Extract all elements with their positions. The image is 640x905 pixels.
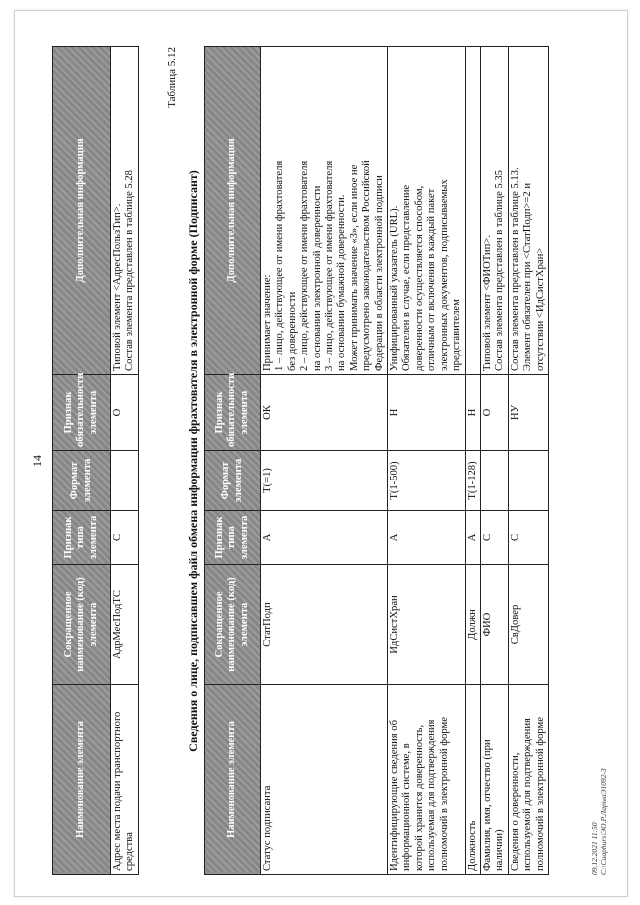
table-row — [111, 47, 139, 875]
cell-line: Адрес места подачи транспортного — [112, 711, 123, 871]
header-required: Признак обязательности элемента — [53, 375, 111, 451]
cell-line: 3 – лицо, действующее от имени фрахтователя — [324, 160, 336, 371]
cell-info — [111, 47, 139, 375]
header-name: Наименование элемента — [53, 685, 111, 875]
main-table — [204, 46, 549, 875]
cell-line: наличии) — [494, 829, 506, 871]
cell-type: А — [465, 511, 480, 565]
cell-info — [508, 47, 548, 375]
cell-line: используемая для подтверждения — [426, 719, 438, 871]
cell-line: отсутствии <ИдСистХран> — [534, 247, 546, 371]
cell-type: С — [508, 511, 548, 565]
cell-required: ОК — [261, 375, 388, 451]
print-stamp — [590, 768, 608, 875]
main-table-wrap — [204, 46, 549, 875]
cell-type: С — [111, 511, 139, 565]
table-row — [508, 47, 548, 875]
cell-line: Обязателен в случае, если представление — [401, 184, 413, 371]
table-title: Сведения о лице, подписавшем файл обмена информации фрахтователя в электронной форме (Подписант) — [186, 170, 200, 752]
stamp-line: 09.12.2021 11:50 — [590, 822, 599, 875]
stamp-line: С:\Сиарhurs\ЭО.Р.ЛарыаЭ1092-3 — [599, 768, 608, 875]
header-name: Наименование элемента — [205, 685, 261, 875]
top-table — [52, 46, 139, 875]
cell-required: О — [480, 375, 508, 451]
cell-line: на основании электронной доверенности — [311, 185, 323, 371]
cell-line: средства — [124, 832, 136, 871]
cell-code: СтатПодп — [261, 565, 388, 685]
cell-code: ФИО — [480, 565, 508, 685]
cell-line: Принимает значение: — [262, 274, 273, 371]
header-type: Признак типа элемента — [205, 511, 261, 565]
cell-type: А — [388, 511, 465, 565]
table-row — [388, 47, 465, 875]
cell-info — [465, 47, 480, 375]
table-caption: Таблица 5.12 — [166, 47, 178, 108]
cell-code: АдрМесПодТС — [111, 565, 139, 685]
header-code: Сокращенное наименование (код) элемента — [53, 565, 111, 685]
cell-line: доверенности осуществляется способом, — [413, 185, 425, 371]
cell-line: Состав элемента представлен в таблице 5.28 — [124, 170, 136, 371]
cell-name — [388, 685, 465, 875]
cell-format: T(1-128) — [465, 451, 480, 511]
header-code: Сокращенное наименование (код) элемента — [205, 565, 261, 685]
cell-code: ИдСистХран — [388, 565, 465, 685]
header-info: Дополнительная информация — [205, 47, 261, 375]
cell-line: Сведения о доверенности, — [509, 752, 521, 871]
cell-name — [508, 685, 548, 875]
cell-line: Федерации в области электронной подписи — [373, 175, 385, 371]
cell-format — [508, 451, 548, 511]
cell-line: предусмотрено законодательством Российской — [361, 160, 373, 371]
cell-line: Состав элемента представлен в таблице 5.13. — [509, 167, 521, 371]
cell-line: Типовой элемент <АдресПользТип>. — [112, 203, 123, 371]
cell-line: полномочий в электронной форме — [534, 717, 546, 871]
cell-required: Н — [388, 375, 465, 451]
cell-required: О — [111, 375, 139, 451]
cell-info — [480, 47, 508, 375]
cell-line: которой хранится доверенность, — [413, 724, 425, 871]
cell-name — [480, 685, 508, 875]
table-row — [465, 47, 480, 875]
cell-line: без доверенности — [286, 291, 298, 371]
cell-code: СвДовер — [508, 565, 548, 685]
cell-line: 1 – лицо, действующее от имени фрахтователя — [274, 160, 286, 371]
cell-name — [111, 685, 139, 875]
header-format: Формат элемента — [205, 451, 261, 511]
cell-required: НУ — [508, 375, 548, 451]
cell-line: отличным от включения в каждый пакет — [426, 188, 438, 371]
cell-type: С — [480, 511, 508, 565]
header-info: Дополнительная информация — [53, 47, 111, 375]
cell-format: T(1-500) — [388, 451, 465, 511]
cell-line: 2 – лицо, действующее от имени фрахтователя — [299, 160, 311, 371]
table-row — [480, 47, 508, 875]
top-table-wrap — [52, 46, 139, 875]
cell-name: Статус подписанта — [261, 685, 388, 875]
cell-info — [261, 47, 388, 375]
cell-format — [111, 451, 139, 511]
header-format: Формат элемента — [53, 451, 111, 511]
cell-required: Н — [465, 375, 480, 451]
cell-line: Состав элемента представлен в таблице 5.35 — [494, 170, 506, 371]
cell-name: Должность — [465, 685, 480, 875]
cell-line: Идентифицирующие сведения об — [389, 720, 401, 871]
cell-line: представителем — [451, 299, 463, 371]
cell-format: T(=1) — [261, 451, 388, 511]
cell-line: полномочий в электронной форме — [438, 717, 450, 871]
cell-line: используемой для подтверждения — [522, 718, 534, 871]
header-type: Признак типа элемента — [53, 511, 111, 565]
table-row — [261, 47, 388, 875]
cell-line: информационной системе, в — [401, 743, 413, 871]
cell-type: А — [261, 511, 388, 565]
cell-line: Может принимать значение «3», если иное не — [348, 164, 360, 371]
cell-line: на основании бумажной доверенности. — [336, 194, 348, 371]
page-number: 14 — [30, 455, 44, 467]
cell-line: Фамилия, имя, отчество (при — [481, 739, 493, 871]
cell-line: электронных документов, подписываемых — [438, 179, 450, 371]
cell-line: Унифицированный указатель (URL). — [389, 205, 401, 371]
cell-format — [480, 451, 508, 511]
cell-code: Должн — [465, 565, 480, 685]
header-required: Признак обязательности элемента — [205, 375, 261, 451]
cell-line: Элемент обязателен при <СтатПодп>=2 и — [522, 182, 534, 371]
cell-line: Типовой элемент <ФИОТип>. — [481, 235, 493, 371]
cell-info — [388, 47, 465, 375]
